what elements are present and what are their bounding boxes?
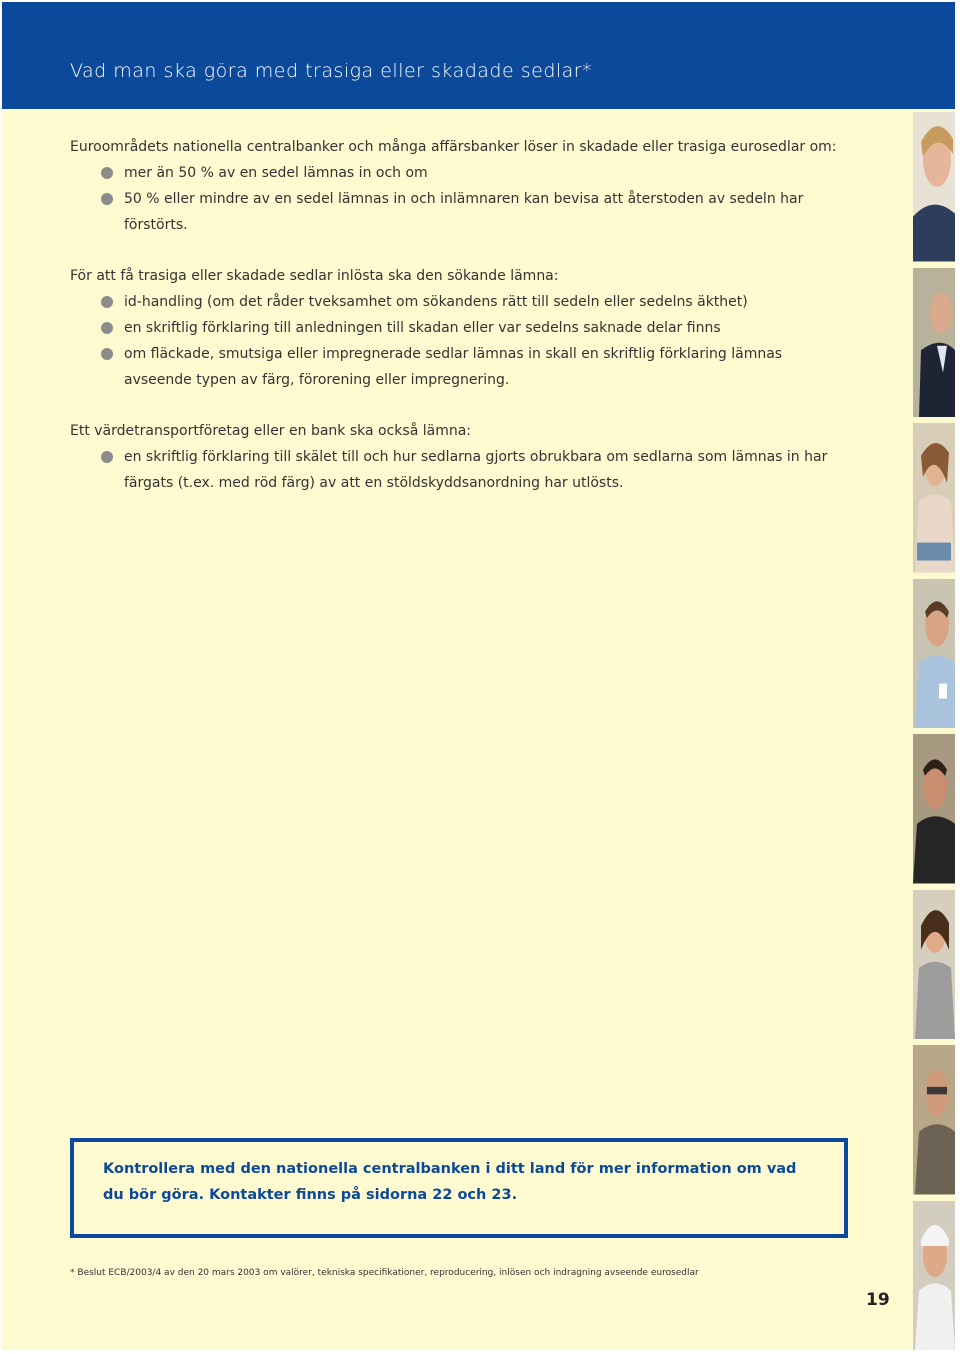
footnote: * Beslut ECB/2003/4 av den 20 mars 2003 om valörer, tekniska specifikationer, reproducering, inlösen och indragning avseende eurosedlar xyxy=(70,1268,699,1278)
bullet-dot-icon xyxy=(101,296,113,308)
page-number: 19 xyxy=(866,1290,890,1310)
photo-woman-shopping xyxy=(913,423,955,573)
section-intro: Ett värdetransportföretag eller en bank ska också lämna: xyxy=(70,423,471,439)
list-item-text: en skriftlig förklaring till anledningen till skadan eller var sedelns saknade delar finns xyxy=(124,320,721,336)
list-item xyxy=(70,341,830,393)
photo-woman-smiling xyxy=(913,112,955,262)
photo-man-with-badge xyxy=(913,579,955,729)
photo-man-dark-shirt xyxy=(913,734,955,884)
photo-man-glasses xyxy=(913,1045,955,1195)
list-item xyxy=(70,444,830,496)
bullet-dot-icon xyxy=(101,451,113,463)
section-intro: För att få trasiga eller skadade sedlar inlösta ska den sökande lämna: xyxy=(70,268,559,284)
section-intro: Euroområdets nationella centralbanker och många affärsbanker löser in skadade eller trasiga eurosedlar om: xyxy=(70,139,837,155)
list-item-text: id-handling (om det råder tveksamhet om sökandens rätt till sedeln eller sedelns äkthet) xyxy=(124,294,748,310)
main-content xyxy=(70,134,837,521)
bullet-dot-icon xyxy=(101,348,113,360)
section-transport-requirements xyxy=(70,418,830,496)
section-applicant-requirements xyxy=(70,263,830,393)
list-item xyxy=(70,160,830,186)
list-item xyxy=(70,315,830,341)
list-item-text: 50 % eller mindre av en sedel lämnas in och inlämnaren kan bevisa att återstoden av sedeln har förstörts. xyxy=(124,191,804,233)
bullet-list xyxy=(70,160,830,238)
bullet-list xyxy=(70,289,830,393)
page xyxy=(2,2,955,1350)
header-band xyxy=(2,2,955,109)
page-title: Vad man ska göra med trasiga eller skadade sedlar* xyxy=(70,60,593,82)
section-redemption-conditions xyxy=(70,134,837,238)
bullet-dot-icon xyxy=(101,193,113,205)
bullet-dot-icon xyxy=(101,167,113,179)
photo-baker-with-cap xyxy=(913,1201,955,1351)
list-item xyxy=(70,186,830,238)
photo-strip xyxy=(913,112,955,1350)
list-item-text: om fläckade, smutsiga eller impregnerade sedlar lämnas in skall en skriftlig förklaring lämnas avseende typen av färg, förorening eller impregnering. xyxy=(124,346,783,388)
list-item-text: mer än 50 % av en sedel lämnas in och om xyxy=(124,165,428,181)
list-item xyxy=(70,289,830,315)
photo-man-in-suit xyxy=(913,268,955,418)
bullet-list xyxy=(70,444,830,496)
notice-box xyxy=(70,1138,848,1238)
notice-text: Kontrollera med den nationella centralbanken i ditt land för mer information om vad du bör göra. Kontakter finns på sidorna 22 och 23. xyxy=(103,1161,797,1203)
photo-woman-grey-top xyxy=(913,890,955,1040)
bullet-dot-icon xyxy=(101,322,113,334)
list-item-text: en skriftlig förklaring till skälet till och hur sedlarna gjorts obrukbara om sedlarna som lämnas in har färgats (t.ex. med röd färg) av att en stöldskyddsanordning har utlösts. xyxy=(124,449,828,491)
